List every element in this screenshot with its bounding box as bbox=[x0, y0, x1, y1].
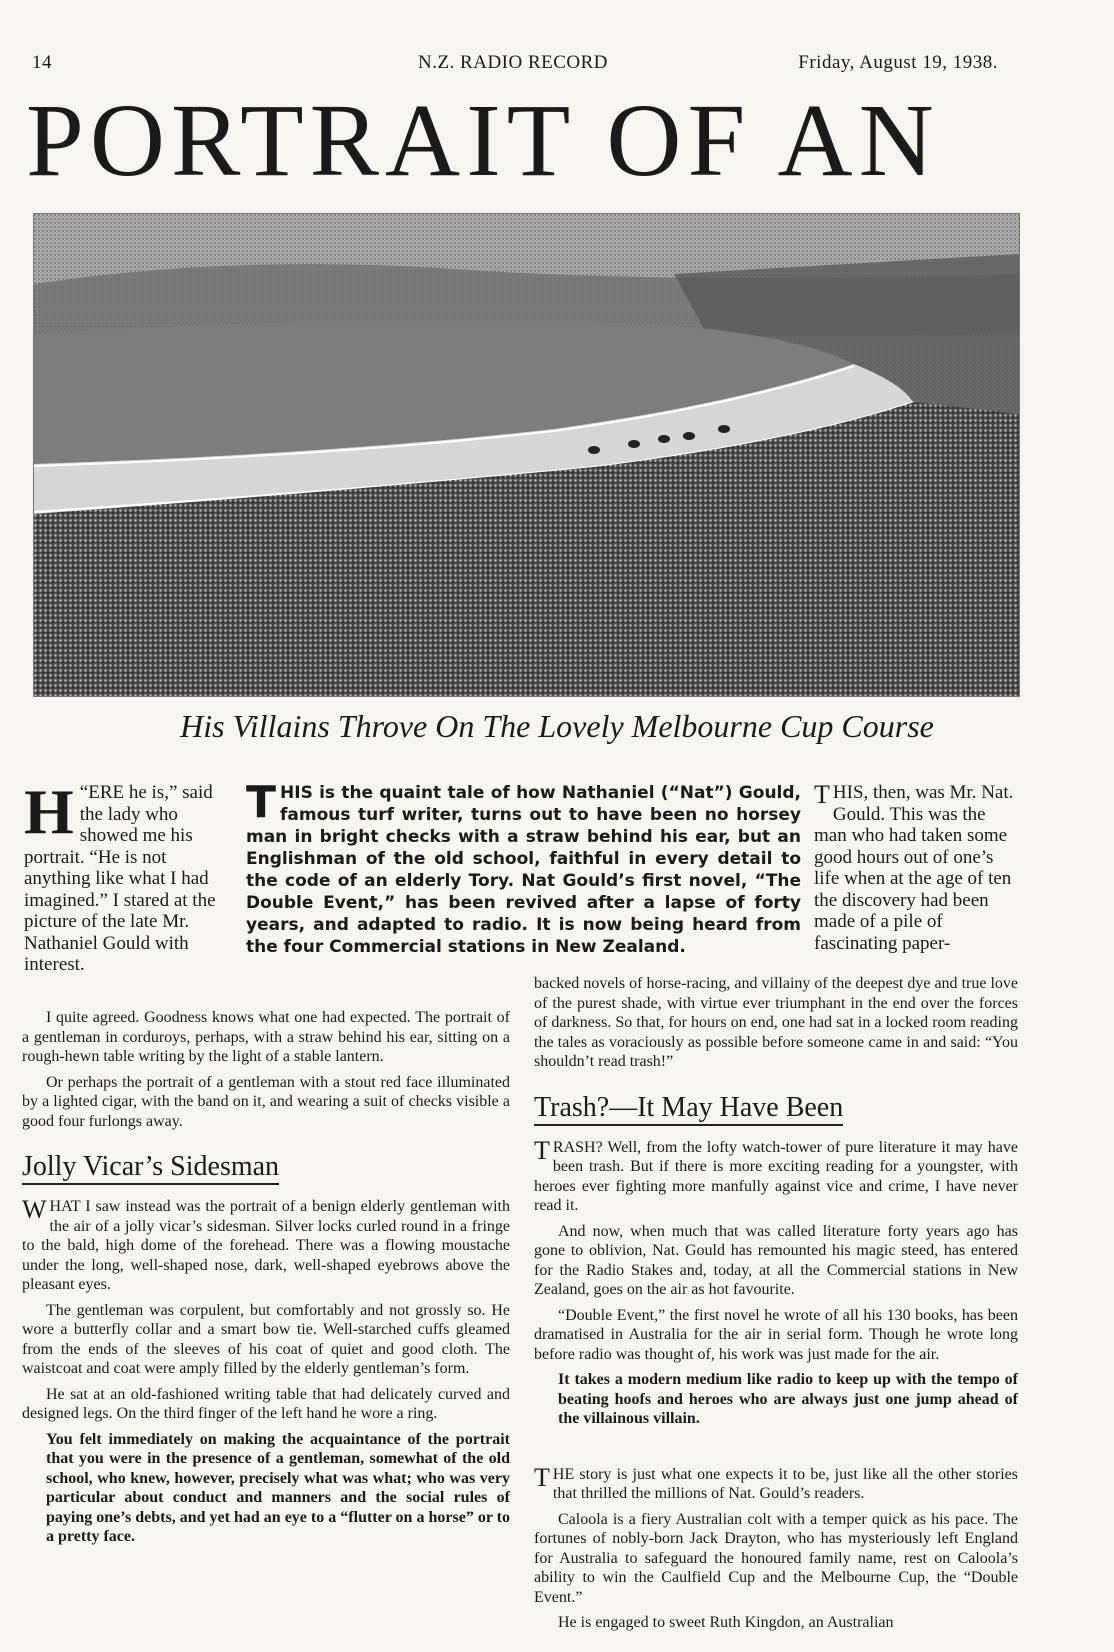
body-paragraph: The gentleman was corpulent, but comfortably and not grossly so. He wore a butterfly collar and a smart bow tie. Well-starched cuffs gleamed from the ends of the sleeves of his coat of quiet and good cloth. The waistcoat and coat were amply filled by the elderly gentleman’s form. bbox=[22, 1301, 510, 1377]
right-body-column bbox=[534, 974, 1018, 1639]
body-paragraph: Caloola is a fiery Australian colt with a temper quick as his pace. The fortunes of nobly-born Jack Drayton, who has mysteriously left England for Australia to safeguard the honoured family name, rest on Caloola’s ability to win the Caulfield Cup and the Melbourne Cup, the “Double Event.” bbox=[534, 1510, 1018, 1606]
page-number: 14 bbox=[32, 52, 52, 73]
page-header bbox=[28, 52, 998, 78]
left-body-column bbox=[22, 1008, 510, 1553]
standfirst bbox=[246, 777, 801, 958]
drop-cap: T bbox=[534, 1135, 550, 1165]
subhead-trash: Trash?—It May Have Been bbox=[534, 1092, 843, 1126]
body-paragraph: Or perhaps the portrait of a gentleman with a stout red face illuminated by a lighted cigar, with the band on it, and wearing a suit of checks visible a good four furlongs away. bbox=[22, 1073, 510, 1130]
body-paragraph bbox=[534, 1462, 1018, 1504]
body-paragraph bbox=[22, 1197, 510, 1295]
intro-right-text: HIS, then, was Mr. Nat. Gould. This was the man who had taken some good hours out of one’s life when at the age of ten the discovery had been made of a pile of fascinating paper- bbox=[814, 782, 1014, 954]
intro-left-column bbox=[24, 776, 220, 976]
body-paragraph: And now, when much that was called literature forty years ago has gone to oblivion, Nat. Gould has remounted his magic steed, has entered for the Radio Stakes and, today, at all the Commercial stations in New Zealand, goes on the air as hot favourite. bbox=[534, 1222, 1018, 1298]
intro-left-text: “ERE he is,” said the lady who showed me his portrait. “He is not anything like what I had imagined.” I stared at the picture of the late Mr. Nathaniel Gould with interest. bbox=[24, 782, 216, 975]
drop-cap: W bbox=[22, 1195, 47, 1224]
racecourse-photo bbox=[33, 213, 1020, 697]
bold-quote-paragraph: You felt immediately on making the acquaintance of the portrait that you were in the presence of a gentleman, somewhat of the old school, who knew, however, precisely what was what; who was very particular about conduct and manners and the social rules of paying one’s debts, and yet had an eye to a “flutter on a horse” or to a pretty face. bbox=[46, 1430, 510, 1545]
article-headline: PORTRAIT OF AN bbox=[26, 86, 940, 196]
body-paragraph: He sat at an old-fashioned writing table that had delicately curved and designed legs. On the third finger of the left hand he wore a ring. bbox=[22, 1385, 510, 1422]
section-text: HAT I saw instead was the portrait of a benign elderly gentleman with the air of a jolly vicar’s sidesman. Silver locks curled round in a fringe to the bald, high dome of the forehead. There was a flowing moustache under the long, well-shaped nose, dark, well-shaped eyebrows above the pleasant eyes. bbox=[22, 1198, 510, 1293]
standfirst-drop-cap: T bbox=[246, 777, 277, 828]
subhead-jolly-vicar: Jolly Vicar’s Sidesman bbox=[22, 1151, 279, 1185]
body-paragraph: backed novels of horse-racing, and villainy of the deepest dye and true love of the purest shade, with virtue ever triumphant in the end over the forces of darkness. So that, for hours on end, one had sat in a locked room reading the tales as voraciously as possible before someone came in and said: “You shouldn’t read trash!” bbox=[534, 975, 1018, 1070]
body-paragraph bbox=[534, 1135, 1018, 1216]
drop-cap: T bbox=[814, 780, 830, 809]
standfirst-text: HIS is the quaint tale of how Nathaniel (“Nat”) Gould, famous turf writer, turns out to have been no horsey man in bright checks with a straw behind his ear, but an Englishman of the old school, faithful in every detail to the code of an elderly Tory. Nat Gould’s first novel, “The Double Event,” has been revived after a lapse of forty years, and adapted to radio. It is now being heard from the four Commercial stations in New Zealand. bbox=[246, 783, 801, 957]
body-paragraph: “Double Event,” the first novel he wrote of all his 130 books, has been dramatised in Australia for the air in serial form. Though he wrote long before radio was thought of, his work was just made for the air. bbox=[534, 1306, 1018, 1363]
bold-quote-paragraph: It takes a modern medium like radio to keep up with the tempo of beating hoofs and heroes who are always just one jump ahead of the villainous villain. bbox=[558, 1371, 1018, 1427]
issue-date: Friday, August 19, 1938. bbox=[798, 52, 998, 73]
body-paragraph: He is engaged to sweet Ruth Kingdon, an Australian bbox=[558, 1614, 894, 1631]
photo-caption: His Villains Throve On The Lovely Melbourne Cup Course bbox=[180, 708, 934, 744]
body-paragraph: I quite agreed. Goodness knows what one had expected. The portrait of a gentleman in corduroys, perhaps, with a straw behind his ear, sitting on a rough-hewn table writing by the light of a stable lantern. bbox=[22, 1009, 510, 1065]
drop-cap: H bbox=[24, 776, 74, 847]
section-text: RASH? Well, from the lofty watch-tower of pure literature it may have been trash. But if there is more exciting reading for a youngster, with heroes ever fighting more manfully against vice and crime, I have never read it. bbox=[534, 1138, 1018, 1214]
drop-cap: T bbox=[534, 1462, 550, 1492]
publication-title: N.Z. RADIO RECORD bbox=[417, 52, 609, 73]
intro-right-column bbox=[814, 782, 1018, 954]
story-text: HE story is just what one expects it to be, just like all the other stories that thrilled the millions of Nat. Gould’s readers. bbox=[552, 1465, 1018, 1502]
